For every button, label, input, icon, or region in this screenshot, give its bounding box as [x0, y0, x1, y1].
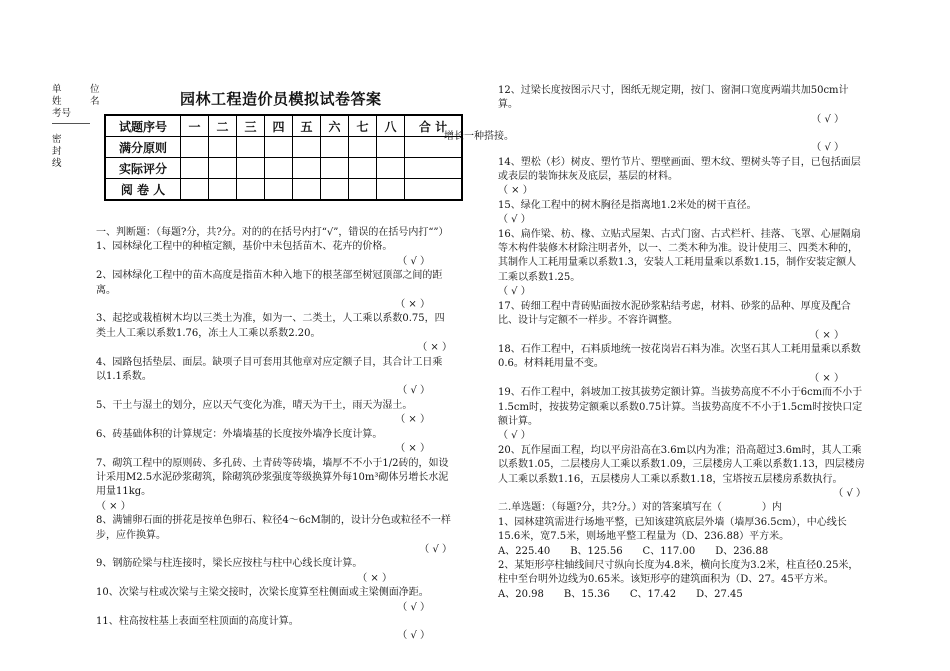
score-cell: [237, 137, 265, 158]
margin-seal-3: 线: [52, 158, 62, 169]
header-cell: 七: [349, 115, 377, 137]
score-cell: [293, 137, 321, 158]
mc-options-1: A、225.40 B、125.56 C、117.00 D、236.88: [498, 545, 769, 557]
table-row: [105, 179, 462, 201]
answer-mark: （ × ）: [357, 572, 392, 584]
question-3: 3、起挖或栽植树木均以三类土为准，如为一、二类土，人工乘以系数0.75，四类土人工乘以系数1.76，冻土人工乘以系数2.20。: [96, 313, 445, 339]
margin-name: 姓 名: [52, 96, 100, 107]
question-5: 5、干土与湿土的划分，应以天气变化为准，晴天为干土，雨天为湿土。: [96, 399, 413, 411]
section-heading: 一、判断题：（每题?分，共?分。对的的在括号内打“√”，错误的在括号内打“”）: [96, 227, 449, 238]
score-cell: [349, 158, 377, 179]
question-7: 7、砌筑工程中的原则砖、多孔砖、土青砖等砖墙，墙厚不不小于1/2砖的，如设计采用M2.5水泥砂浆砌筑，除砌筑砂浆强度等级换算外每10m³砌体另增长水泥用量11kg。: [96, 457, 449, 498]
question-12: 12、过梁长度按图示尺寸，图纸无规定期，按门、窗洞口宽度两端共加50cm计算。: [498, 85, 849, 111]
answer-mark: （ √ ）: [397, 601, 430, 613]
judgement-section: [96, 226, 452, 644]
margin-seal-1: 密: [52, 134, 62, 145]
question-6: 6、砖基础体积的计算规定：外墙墙基的长度按外墙净长度计算。: [96, 428, 383, 440]
answer-mark: （ √ ）: [811, 142, 844, 154]
mc-question-2: 2、某矩形亭柱轴线间尺寸纵向长度为4.8米，横向长度为3.2米，柱直径0.25米，柱中至台明外边线为0.65米。该矩形亭的建筑面积为（D、27。45平方米。: [498, 560, 859, 586]
answer-mark: （ × ）: [395, 414, 430, 426]
row-label: 满分原则: [105, 137, 181, 158]
answer-mark: （ × ）: [417, 342, 452, 354]
header-cell: 六: [321, 115, 349, 137]
question-17: 17、砖细工程中青砖贴面按水泥砂浆粘结考虑，材料、砂浆的品种、厚度及配合比、设计与定额不一样步。不容许调整。: [498, 300, 851, 327]
header-cell: 八: [377, 115, 405, 137]
question-10: 10、次梁与柱或次梁与主梁交接时，次梁长度算至柱侧面或主梁侧面净距。: [96, 587, 429, 599]
answer-mark: （ × ）: [809, 372, 844, 384]
question-9: 9、钢筋砼梁与柱连接时，梁长应按柱与柱中心线长度计算。: [96, 558, 363, 570]
answer-mark: （ √ ）: [498, 430, 531, 442]
question-11: 11、柱高按柱基上表面至柱顶面的高度计算。: [96, 615, 299, 627]
answer-mark: （ × ）: [395, 443, 430, 455]
question-18: 18、石作工程中，石料质地统一按花岗岩石料为准。次坚石其人工耗用量乘以系数0.6。材料耗用量不变。: [498, 343, 861, 370]
header-cell: 合 计: [405, 115, 463, 137]
answer-mark: （ √ ）: [498, 214, 531, 226]
overlapping-fragment: 增长一种搭接。: [444, 131, 514, 142]
score-cell: [209, 179, 237, 201]
score-cell: [293, 179, 321, 201]
score-cell: [321, 179, 349, 201]
row-label: 实际评分: [105, 158, 181, 179]
answer-mark: （ √ ）: [833, 487, 866, 499]
score-cell: [237, 179, 265, 201]
question-14: 14、塑松（杉）树皮、塑竹节片、塑壁画面、塑木纹、塑树头等子目，已包括面层或表层的装饰抹灰及底层，基层的材料。: [498, 156, 861, 183]
margin-exam-no: 考号: [52, 108, 72, 119]
answer-mark: （ × ）: [809, 329, 844, 341]
question-1: 1、园林绿化工程中的种植定额，基价中未包括苗木、花卉的价格。: [96, 241, 393, 253]
answer-mark: （ × ）: [498, 185, 533, 197]
question-19: 19、石作工程中，斜坡加工按其拔势定额计算。当拔势高度不不小于6cm而不小于1.5cm时，按拔势定额乘以系数0.75计算。当拔势高度不不小于1.5cm时按快口定额计算。: [498, 387, 863, 427]
score-cell: [209, 158, 237, 179]
answer-mark: （ √ ）: [498, 286, 531, 298]
binding-margin: [52, 84, 100, 170]
score-cell: [405, 158, 463, 179]
score-cell: [349, 137, 377, 158]
margin-seal-2: 封: [52, 146, 62, 157]
question-4: 4、园路包括垫层、面层。缺项子目可套用其他章对应定额子目，其合计工日乘以1.1系数。: [96, 356, 443, 383]
header-cell: 试题序号: [105, 115, 181, 137]
question-20: 20、瓦作屋面工程，均以平房沿高在3.6m以内为准；沿高超过3.6m时，其人工乘以系数1.05，二层楼房人工乘以系数1.09，三层楼房人工乘以系数1.13，四层楼房人工乘以系数1.16，五层楼房人工乘以系数1.18，宝塔按五层楼房系数执行。: [498, 444, 865, 485]
page-title: 园林工程造价员模拟试卷答案: [180, 90, 382, 108]
answer-mark: （ × ）: [395, 299, 430, 311]
score-table-header: [105, 115, 462, 137]
score-cell: [349, 179, 377, 201]
question-2: 2、园林绿化工程中的苗木高度是指苗木种入地下的根茎部至树冠顶部之间的距离。: [96, 270, 443, 296]
score-cell: [265, 137, 293, 158]
answer-mark: （ √ ）: [397, 630, 430, 642]
score-cell: [181, 179, 209, 201]
question-16: 16、扁作梁、枋、椽、立贴式屋架、古式门窗、古式栏杆、挂落、飞罩、心屉隔扇等木构件装修木材除注明者外，以一、二类木种为准。设计使用三、四类木种的，其制作人工耗用量乘以系数1.3，安装人工耗用量乘以系数1.15，制作安装定额人工乘以系数1.25。: [498, 228, 861, 283]
score-cell: [405, 179, 463, 201]
question-15: 15、绿化工程中的树木胸径是指离地1.2米处的树干直径。: [498, 199, 757, 211]
header-cell: 三: [237, 115, 265, 137]
mc-options-2: A、20.98 B、15.36 C、17.42 D、27.45: [498, 588, 743, 600]
mc-question-1: 1、园林建筑需进行场地平整，已知该建筑底层外墙（墙厚36.5cm），中心线长15.6米，宽7.5米，则场地平整工程量为（D、236.88）平方米。: [498, 516, 847, 543]
binding-line: [52, 123, 90, 124]
score-cell: [265, 179, 293, 201]
score-table: [104, 114, 463, 201]
score-cell: [321, 137, 349, 158]
score-cell: [209, 137, 237, 158]
answer-mark: （ √ ）: [397, 255, 430, 267]
score-cell: [321, 158, 349, 179]
row-label: 阅 卷 人: [105, 179, 181, 201]
header-cell: 一: [181, 115, 209, 137]
answer-mark: （ √ ）: [419, 543, 452, 555]
score-cell: [265, 158, 293, 179]
header-cell: 五: [293, 115, 321, 137]
score-cell: [181, 158, 209, 179]
score-cell: [377, 179, 405, 201]
section-heading: 二.单选题：（每题?分，共?分。）对的答案填写在（ ）内: [498, 502, 782, 514]
answer-mark: （ √ ）: [811, 113, 844, 125]
answer-mark: （ √ ）: [397, 385, 430, 397]
answer-mark: （ × ）: [96, 500, 131, 512]
header-cell: 四: [265, 115, 293, 137]
score-cell: [293, 158, 321, 179]
right-column: [498, 84, 866, 602]
score-cell: [181, 137, 209, 158]
score-cell: [377, 137, 405, 158]
score-cell: [237, 158, 265, 179]
table-row: [105, 137, 462, 158]
score-cell: [377, 158, 405, 179]
header-cell: 二: [209, 115, 237, 137]
margin-unit: 单 位: [52, 84, 100, 95]
question-8: 8、满铺卵石面的拼花是按单色卵石、粒径4～6cM制的，设计分色或粒径不一样步，应作换算。: [96, 515, 451, 541]
table-row: [105, 158, 462, 179]
